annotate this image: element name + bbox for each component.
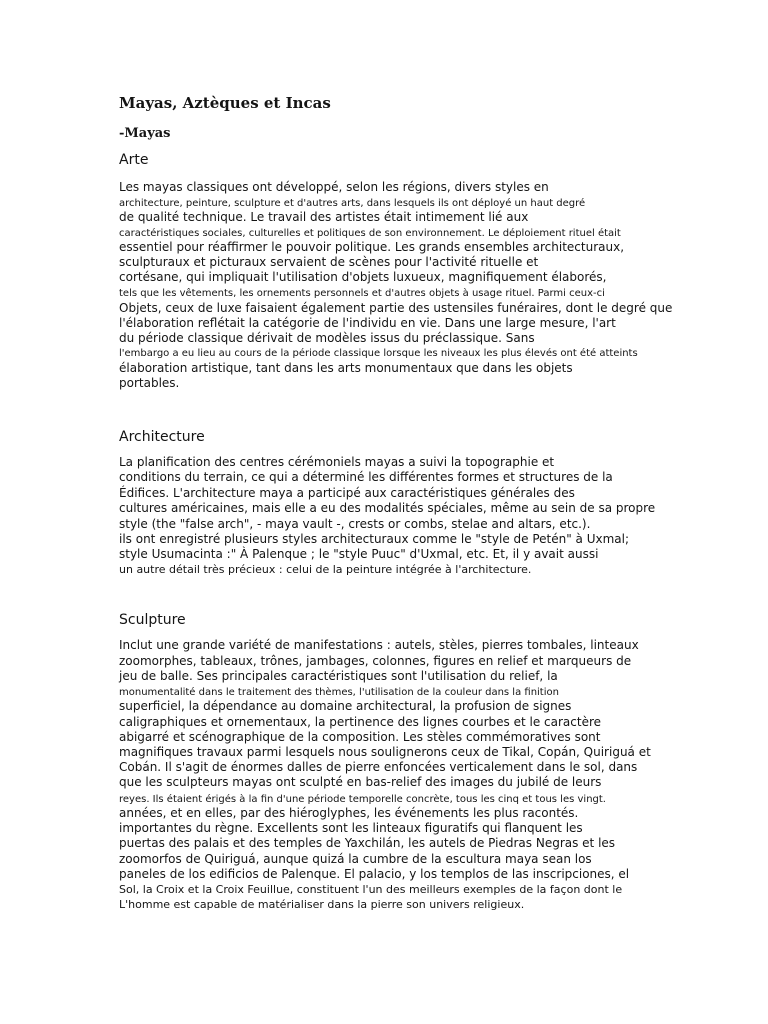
- paragraph-line: années, et en elles, par des hiéroglyphes, les événements les plus racontés.: [119, 806, 579, 820]
- paragraph-line: du période classique dérivait de modèles issus du préclassique. Sans: [119, 331, 535, 345]
- paragraph-line: monumentalité dans le traitement des thèmes, l'utilisation de la couleur dans la finition: [119, 687, 559, 698]
- paragraph-line: que les sculpteurs mayas ont sculpté en bas-relief des images du jubilé de leurs: [119, 775, 602, 789]
- paragraph-line: style Usumacinta :" À Palenque ; le "style Puuc" d'Uxmal, etc. Et, il y avait aussi: [119, 547, 599, 561]
- paragraph-line: caligraphiques et ornementaux, la pertinence des lignes courbes et le caractère: [119, 715, 602, 729]
- paragraph-line: de qualité technique. Le travail des artistes était intimement lié aux: [119, 210, 529, 224]
- paragraph-line: Objets, ceux de luxe faisaient également partie des ustensiles funéraires, dont le degré que: [119, 301, 673, 315]
- paragraph-line: La planification des centres cérémoniels mayas a suivi la topographie et: [119, 455, 555, 469]
- paragraph-line: l'élaboration reflétait la catégorie de l'individu en vie. Dans une large mesure, l'art: [119, 316, 616, 330]
- paragraph-line: ils ont enregistré plusieurs styles architecturaux comme le "style de Petén" à Uxmal;: [119, 532, 630, 546]
- paragraph-line: cultures américaines, mais elle a eu des modalités spéciales, même au sein de sa propre: [119, 501, 656, 515]
- document-subtitle: -Mayas: [119, 126, 171, 141]
- paragraph-line: superficiel, la dépendance au domaine architectural, la profusion de signes: [119, 699, 572, 713]
- paragraph-line: sculpturaux et picturaux servaient de scènes pour l'activité rituelle et: [119, 255, 539, 269]
- paragraph-line: style (the "false arch", - maya vault -, crests or combs, stelae and altars, etc.).: [119, 517, 591, 531]
- paragraph-line: cortésane, qui impliquait l'utilisation d'objets luxueux, magnifiquement élaborés,: [119, 270, 607, 284]
- paragraph-line: caractéristiques sociales, culturelles et politiques de son environnement. Le déploiement rituel était: [119, 228, 621, 239]
- paragraph-line: conditions du terrain, ce qui a déterminé les différentes formes et structures de la: [119, 470, 613, 484]
- paragraph-line: puertas des palais et des temples de Yaxchilán, les autels de Piedras Negras et les: [119, 836, 616, 850]
- paragraph-line: paneles de los edificios de Palenque. El palacio, y los templos de las inscripciones, el: [119, 867, 630, 881]
- paragraph-line: reyes. Ils étaient érigés à la fin d'une période temporelle concrète, tous les cinq et tous les vingt.: [119, 794, 606, 805]
- document-title: Mayas, Aztèques et Incas: [119, 94, 331, 112]
- paragraph-line: l'embargo a eu lieu au cours de la période classique lorsque les niveaux les plus élevés ont été atteints: [119, 348, 638, 359]
- paragraph-line: L'homme est capable de matérialiser dans la pierre son univers religieux.: [119, 898, 525, 911]
- paragraph-line: essentiel pour réaffirmer le pouvoir politique. Les grands ensembles architecturaux,: [119, 240, 625, 254]
- paragraph-line: importantes du règne. Excellents sont les linteaux figuratifs qui flanquent les: [119, 821, 583, 835]
- section-heading-architecture: Architecture: [119, 429, 205, 445]
- paragraph-line: jeu de balle. Ses principales caractéristiques sont l'utilisation du relief, la: [119, 669, 558, 683]
- paragraph-line: élaboration artistique, tant dans les arts monumentaux que dans les objets: [119, 361, 573, 375]
- paragraph-line: abigarré et scénographique de la composition. Les stèles commémoratives sont: [119, 730, 601, 744]
- paragraph-line: Édifices. L'architecture maya a participé aux caractéristiques générales des: [119, 486, 575, 500]
- paragraph-line: Les mayas classiques ont développé, selon les régions, divers styles en: [119, 180, 549, 194]
- paragraph-line: portables.: [119, 376, 180, 390]
- paragraph-line: tels que les vêtements, les ornements personnels et d'autres objets à usage rituel. Parmi ceux-ci: [119, 288, 605, 299]
- paragraph-line: zoomorfos de Quiriguá, aunque quizá la cumbre de la escultura maya sean los: [119, 852, 592, 866]
- section-heading-sculpture: Sculpture: [119, 612, 186, 628]
- paragraph-line: magnifiques travaux parmi lesquels nous soulignerons ceux de Tikal, Copán, Quiriguá et: [119, 745, 651, 759]
- paragraph-line: zoomorphes, tableaux, trônes, jambages, colonnes, figures en relief et marqueurs de: [119, 654, 632, 668]
- section-heading-arte: Arte: [119, 152, 149, 168]
- paragraph-line: un autre détail très précieux : celui de la peinture intégrée à l'architecture.: [119, 563, 532, 576]
- paragraph-line: architecture, peinture, sculpture et d'autres arts, dans lesquels ils ont déployé un haut degré: [119, 198, 586, 209]
- paragraph-line: Inclut une grande variété de manifestations : autels, stèles, pierres tombales, linteaux: [119, 638, 639, 652]
- paragraph-line: Cobán. Il s'agit de énormes dalles de pierre enfoncées verticalement dans le sol, dans: [119, 760, 638, 774]
- paragraph-line: Sol, la Croix et la Croix Feuillue, constituent l'un des meilleurs exemples de la façon dont le: [119, 883, 623, 896]
